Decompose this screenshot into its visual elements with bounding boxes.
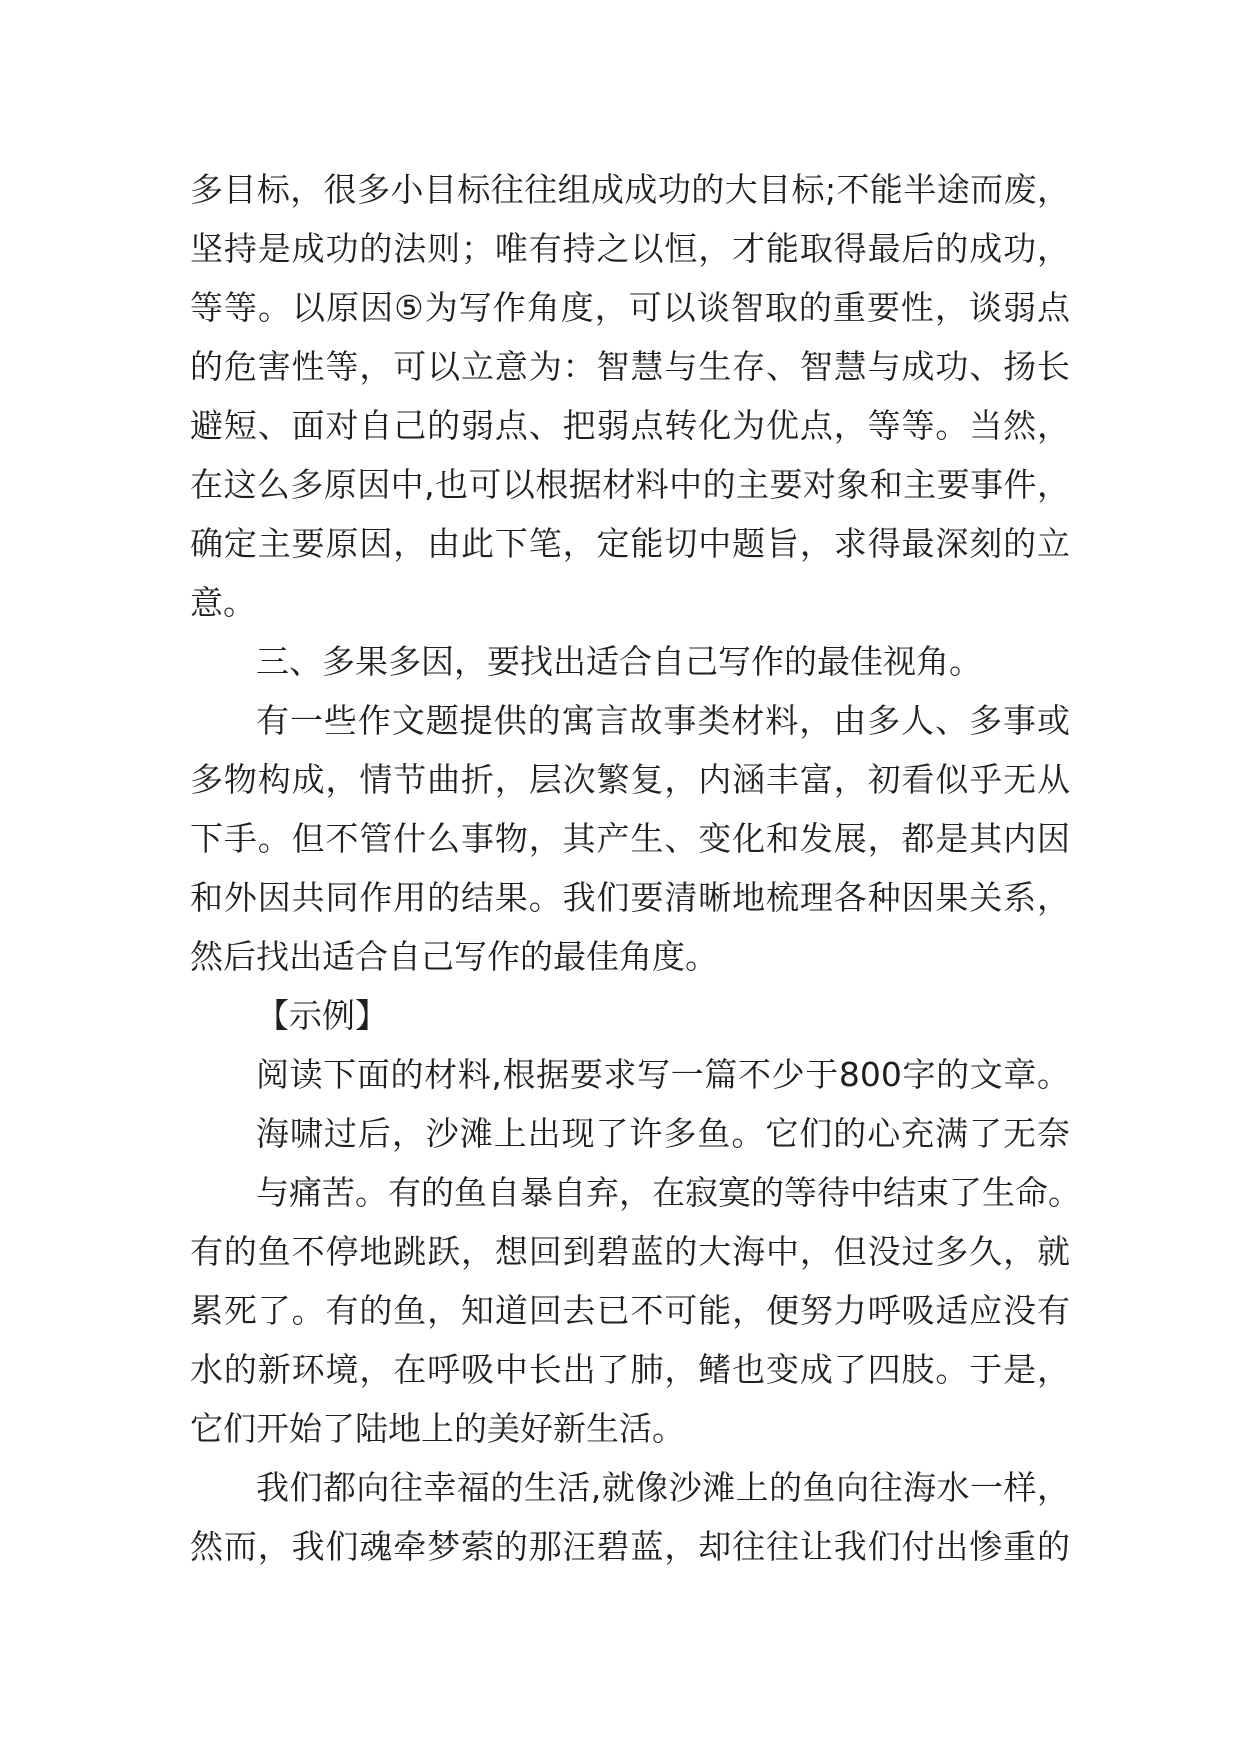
text-line: 在这么多原因中,也可以根据材料中的主要对象和主要事件， [190, 465, 1070, 504]
text-line: 确定主要原因，由此下笔，定能切中题旨，求得最深刻的立 [190, 524, 1070, 563]
text-line: 三、多果多因，要找出适合自己写作的最佳视角。 [256, 642, 982, 681]
text-line: 然而，我们魂牵梦萦的那汪碧蓝，却往往让我们付出惨重的 [190, 1527, 1070, 1566]
text-line: 与痛苦。有的鱼自暴自弃，在寂寞的等待中结束了生命。 [256, 1173, 1081, 1212]
text-line: 水的新环境，在呼吸中长出了肺，鳍也变成了四肢。于是， [190, 1350, 1070, 1389]
text-line: 多目标，很多小目标往往组成成功的大目标;不能半途而废， [190, 170, 1070, 209]
text-line: 累死了。有的鱼，知道回去已不可能，便努力呼吸适应没有 [190, 1291, 1070, 1330]
text-line: 阅读下面的材料,根据要求写一篇不少于800字的文章。 [256, 1055, 1070, 1094]
body-text [190, 160, 1081, 1576]
text-line: 和外因共同作用的结果。我们要清晰地梳理各种因果关系， [190, 878, 1070, 917]
text-line: 有的鱼不停地跳跃，想回到碧蓝的大海中，但没过多久，就 [190, 1232, 1070, 1271]
text-line: 它们开始了陆地上的美好新生活。 [190, 1409, 685, 1448]
text-line: 意。 [190, 583, 256, 622]
text-line: 下手。但不管什么事物，其产生、变化和发展，都是其内因 [190, 819, 1070, 858]
text-line: 等等。以原因⑤为写作角度，可以谈智取的重要性，谈弱点 [190, 288, 1070, 327]
text-line: 坚持是成功的法则；唯有持之以恒，才能取得最后的成功， [190, 229, 1070, 268]
text-line: 【示例】 [256, 996, 388, 1035]
text-line: 多物构成，情节曲折，层次繁复，内涵丰富，初看似乎无从 [190, 760, 1070, 799]
text-line: 海啸过后，沙滩上出现了许多鱼。它们的心充满了无奈 [256, 1114, 1070, 1153]
text-line: 我们都向往幸福的生活,就像沙滩上的鱼向往海水一样， [256, 1468, 1070, 1507]
text-line: 避短、面对自己的弱点、把弱点转化为优点，等等。当然， [190, 406, 1070, 445]
text-line: 有一些作文题提供的寓言故事类材料，由多人、多事或 [256, 701, 1070, 740]
text-line: 然后找出适合自己写作的最佳角度。 [190, 937, 718, 976]
text-line: 的危害性等，可以立意为：智慧与生存、智慧与成功、扬长 [190, 347, 1070, 386]
